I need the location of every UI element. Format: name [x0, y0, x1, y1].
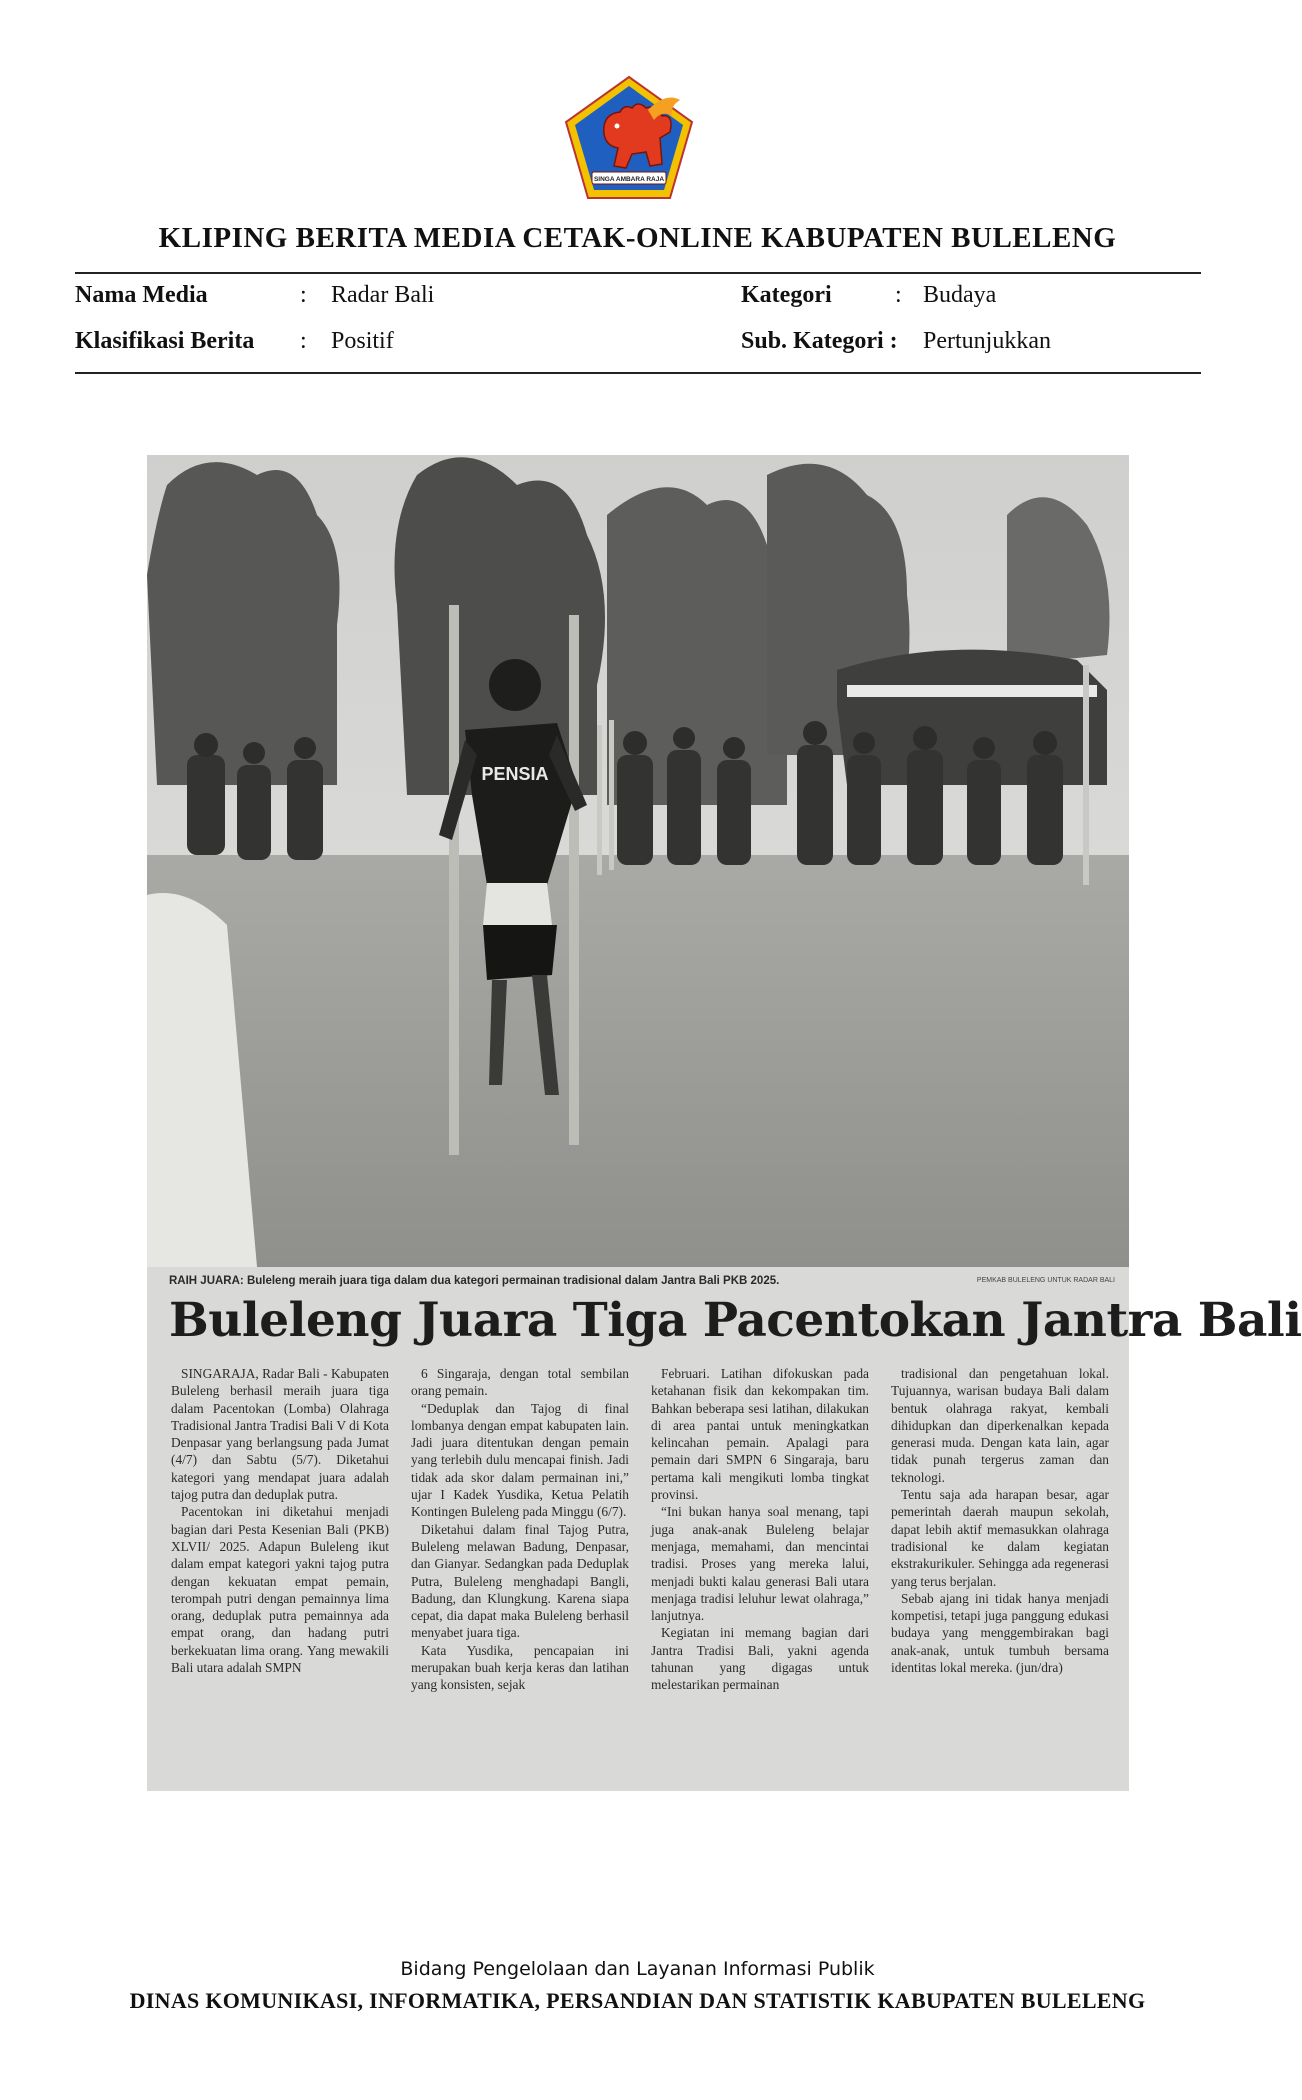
- col1-paragraph-2: Pacentokan ini diketahui menjadi bagian dari Pesta Kesenian Bali (PKB) XLVII/ 2025. Adapun Buleleng ikut dalam empat kategori yakni tajog putra dengan kekuatan empat pemain, terompah putri dengan pemainnya lima orang, deduplak putra pemainnya ada empat orang, dan hadang putri berkekuatan lima orang. Yang mewakili Bali utara adalah SMPN: [171, 1504, 389, 1676]
- meta-row-media: [75, 282, 1201, 322]
- article-column-2: [411, 1365, 629, 1775]
- media-label: Nama Media: [75, 282, 208, 308]
- kategori-value: Budaya: [923, 282, 997, 308]
- sub-kategori-label: Sub. Kategori :: [741, 328, 898, 354]
- col2-paragraph-1: 6 Singaraja, dengan total sembilan orang pemain.: [411, 1366, 629, 1399]
- article-column-4: [891, 1365, 1109, 1775]
- kategori-colon: :: [895, 282, 902, 308]
- buleleng-emblem-logo: [562, 74, 696, 202]
- sub-kategori-value: Pertunjukkan: [923, 328, 1051, 354]
- klasifikasi-label: Klasifikasi Berita: [75, 328, 255, 354]
- kategori-label: Kategori: [741, 282, 832, 308]
- col2-paragraph-4: Kata Yusdika, pencapaian ini merupakan buah kerja keras dan latihan yang konsisten, sejak: [411, 1642, 629, 1693]
- article-body: [171, 1365, 1111, 1775]
- meta-row-klasifikasi: [75, 328, 1201, 368]
- col4-paragraph-1: tradisional dan pengetahuan lokal. Tujuannya, warisan budaya Bali dalam bentuk olahraga rakyat, kembali dihidupkan dan diperkenalkan kepada generasi muda. Dengan kata lain, agar tidak punah tergerus zaman dan teknologi.: [891, 1366, 1109, 1485]
- footer-department: Bidang Pengelolaan dan Layanan Informasi Publik: [400, 1958, 875, 1980]
- footer-agency: DINAS KOMUNIKASI, INFORMATIKA, PERSANDIAN DAN STATISTIK KABUPATEN BULELENG: [129, 1988, 1146, 2013]
- col2-paragraph-2: “Deduplak dan Tajog di final lombanya dengan empat kabupaten lain. Jadi juara ditentukan dengan pemain yang terlebih dulu mencapai finish. Jadi tidak ada skor dalam permainan ini,” ujar I Kadek Yusdika, Ketua Pelatih Kontingen Buleleng pada Minggu (6/7).: [411, 1400, 629, 1520]
- winged-lion-emblem-icon: [562, 74, 696, 202]
- col3-paragraph-1: Februari. Latihan difokuskan pada ketahanan fisik dan kekompakan tim. Bahkan beberapa sesi latihan, dilakukan di area pantai untuk meningkatkan kelincahan pemain. Apalagi para pemain dari SMPN 6 Singaraja, baru pertama kali mengikuti lomba tingkat provinsi.: [651, 1366, 869, 1503]
- header-divider-top: [75, 272, 1201, 274]
- header-divider-bottom: [75, 372, 1201, 374]
- klasifikasi-value: Positif: [331, 328, 394, 354]
- col4-paragraph-2: Tentu saja ada harapan besar, agar pemerintah daerah maupun sekolah, dapat lebih aktif memasukkan olahraga tradisional ke dalam kegiatan ekstrakurikuler. Sehingga ada regenerasi yang terus berjalan.: [891, 1487, 1109, 1589]
- jersey-text: PENSIA: [481, 764, 549, 784]
- col2-paragraph-3: Diketahui dalam final Tajog Putra, Buleleng melawan Badung, Denpasar, dan Gianyar. Sedangkan pada Deduplak Putra, Buleleng menghadapi Bangli, Badung, dan Klungkung. Karena siapa cepat, dia dapat maka Buleleng berhasil menyabet juara tiga.: [411, 1521, 629, 1641]
- logo-motto-text: SINGA AMBARA RAJA: [593, 176, 665, 183]
- col1-paragraph-1: SINGARAJA, Radar Bali - Kabupaten Buleleng berhasil meraih juara tiga dalam Pacentokan (Lomba) Olahraga Tradisional Jantra Tradisi Bali V di Kota Denpasar yang berlangsung pada Jumat (4/7) dan Sabtu (5/7). Diketahui kategori yang mendapat juara adalah tajog putra dan deduplak putra.: [171, 1366, 389, 1503]
- col3-paragraph-3: Kegiatan ini memang bagian dari Jantra Tradisi Bali, yakni agenda tahunan yang digagas untuk melestarikan permainan: [651, 1625, 869, 1693]
- col4-paragraph-3: Sebab ajang ini tidak hanya menjadi kompetisi, tetapi juga panggung edukasi budaya yang menggembirakan bagi anak-anak, untuk tumbuh bersama identitas lokal mereka. (jun/dra): [891, 1590, 1109, 1676]
- col3-paragraph-2: “Ini bukan hanya soal menang, tapi juga anak-anak Buleleng belajar menjaga, memahami, dan mencintai tradisi. Proses yang mereka lalui, menjadi bukti kalau generasi Bali utara menjaga tradisi leluhur lewat olahraga,” lanjutnya.: [651, 1504, 869, 1624]
- media-value: Radar Bali: [331, 282, 435, 308]
- photo-caption: RAIH JUARA: Buleleng meraih juara tiga dalam dua kategori permainan tradisional dalam Jantra Bali PKB 2025.: [169, 1275, 780, 1287]
- article-headline: Buleleng Juara Tiga Pacentokan Jantra Bali: [169, 1293, 1302, 1348]
- document-title: KLIPING BERITA MEDIA CETAK-ONLINE KABUPATEN BULELENG: [158, 222, 1117, 254]
- klasifikasi-colon: :: [300, 328, 307, 354]
- newspaper-clipping: [147, 455, 1302, 1791]
- photo-credit: PEMKAB BULELENG UNTUK RADAR BALI: [976, 1277, 1115, 1284]
- article-column-1: [171, 1365, 389, 1775]
- article-photo: [147, 455, 1129, 1267]
- media-colon: :: [300, 282, 307, 308]
- article-column-3: [651, 1365, 869, 1775]
